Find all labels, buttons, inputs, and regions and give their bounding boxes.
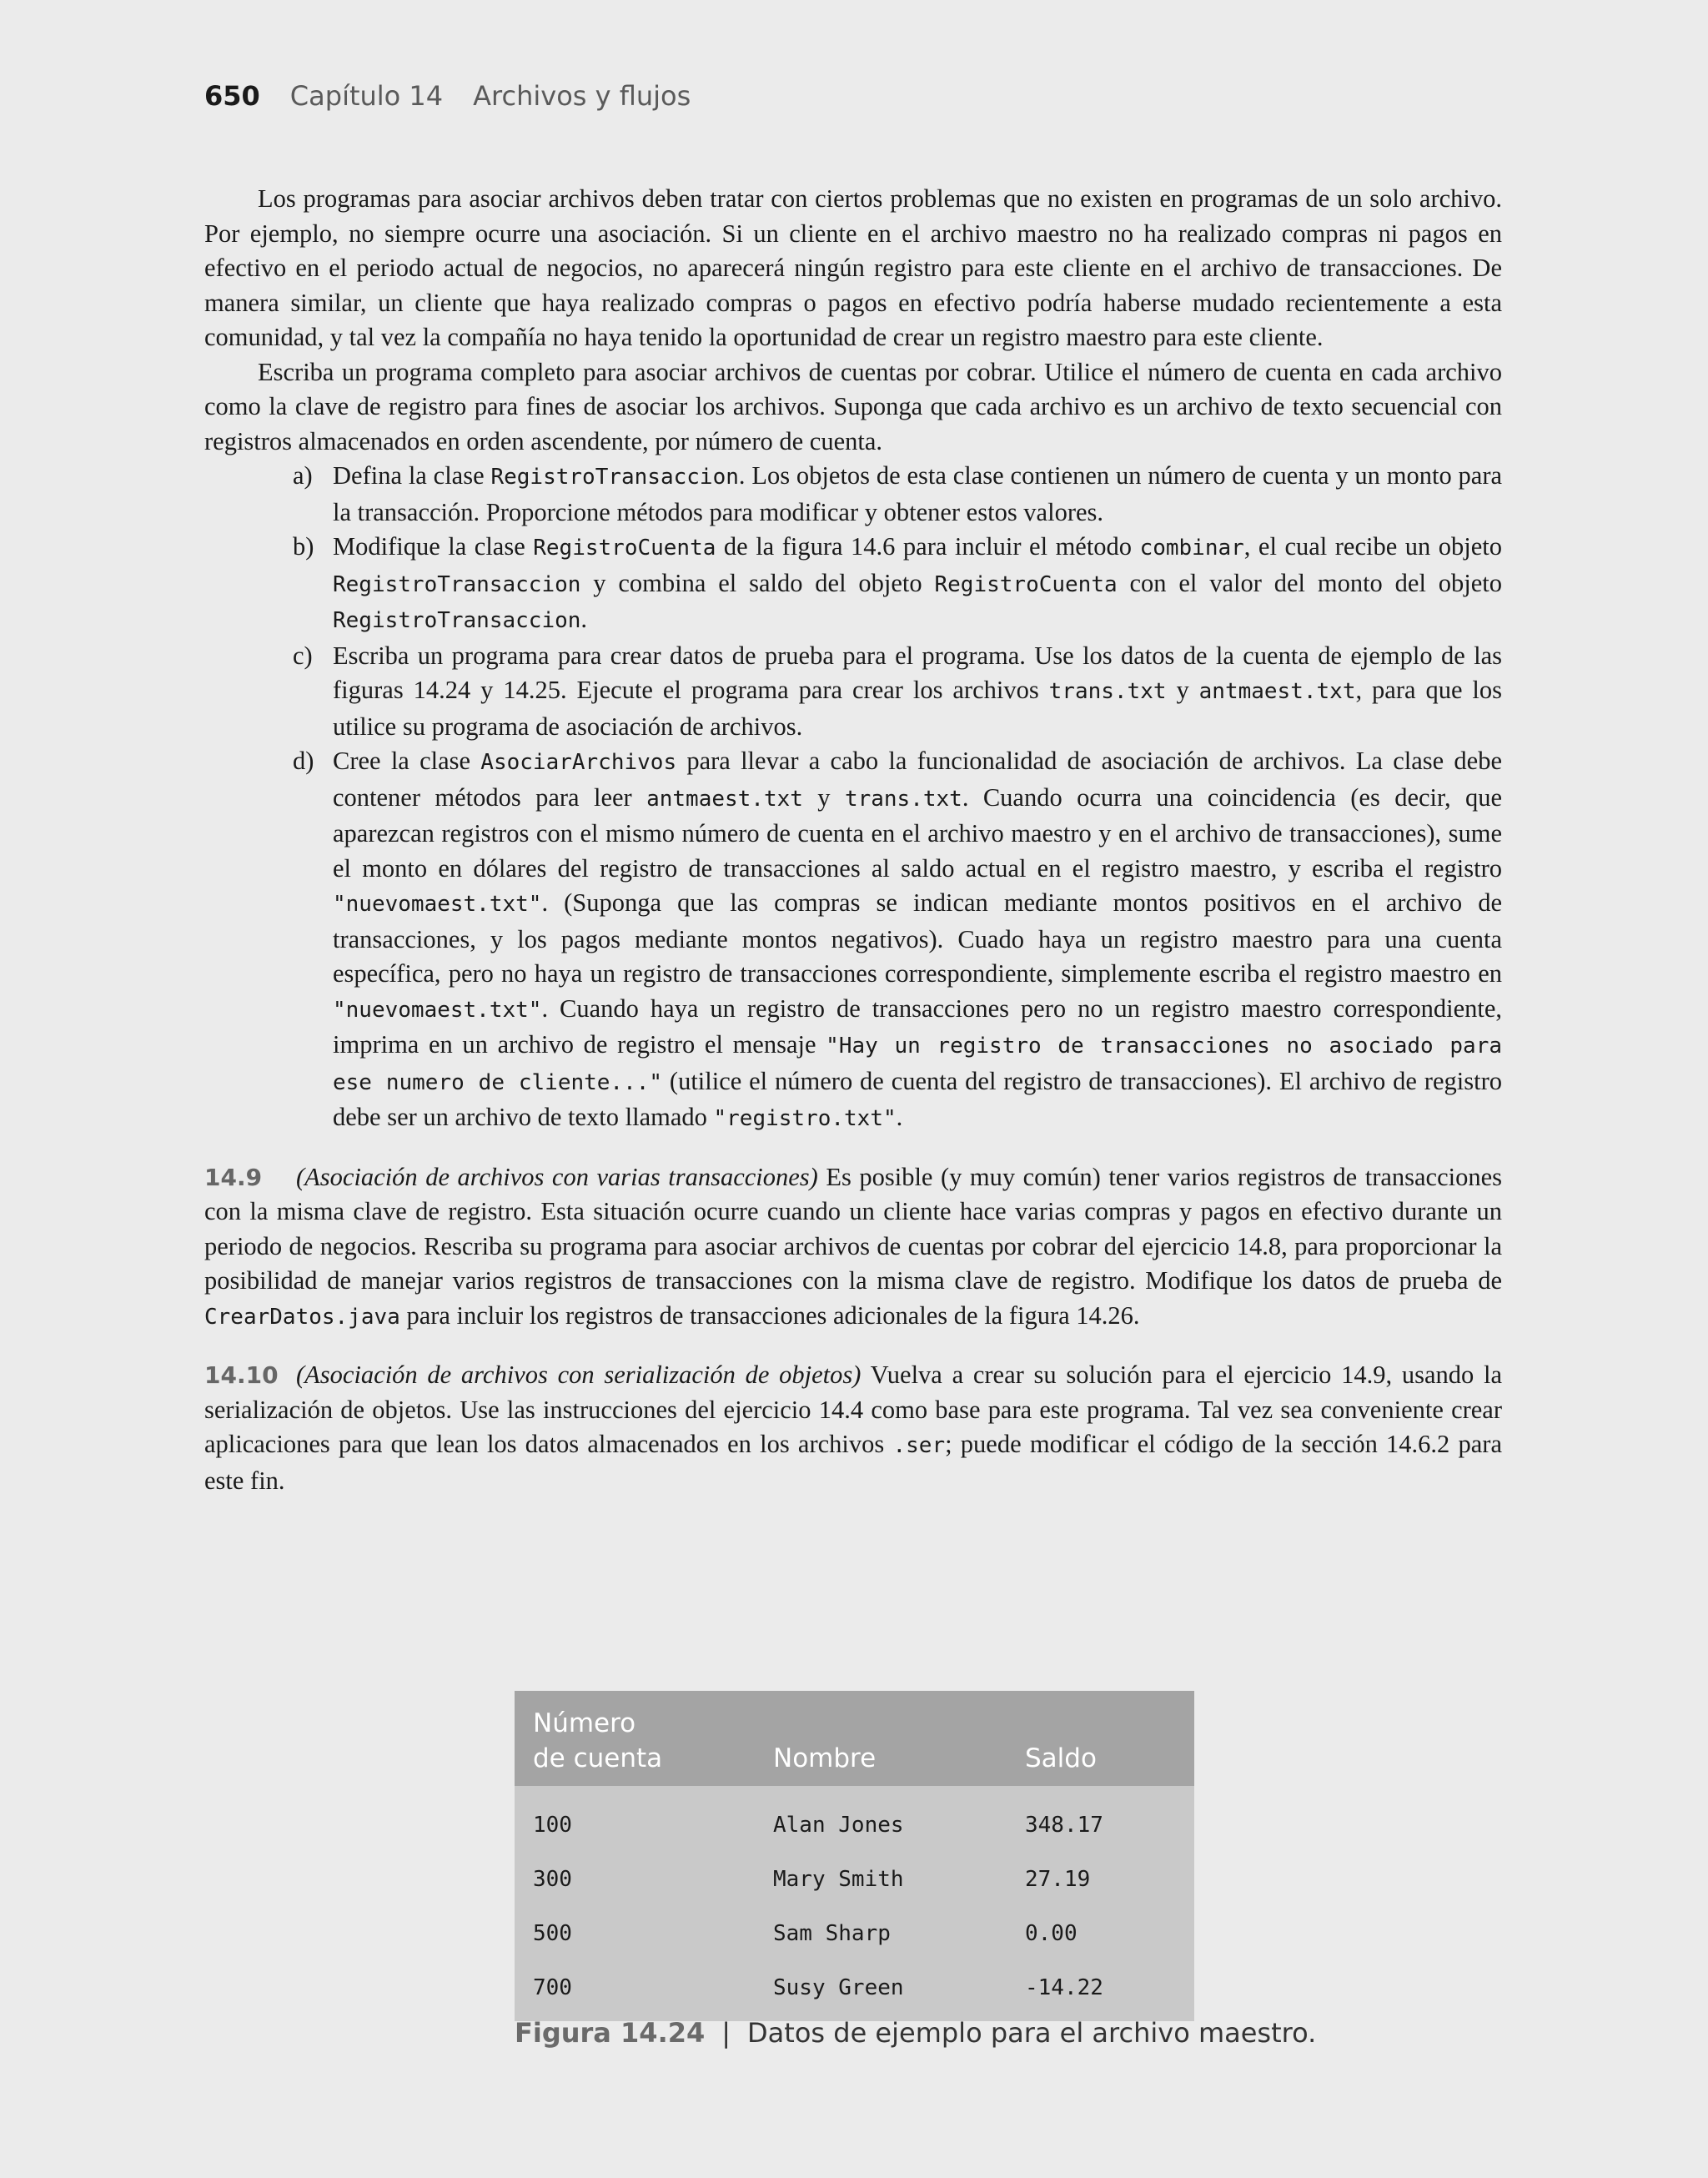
code-text: antmaest.txt: [1198, 679, 1356, 704]
table-row: [515, 1786, 1194, 1852]
item-text: Escriba un programa para crear datos de prueba para el programa. Use los datos de la cuenta de ejemplo de las figuras 14.24 y 14.25. Ejecute el programa para crear los archivos: [333, 641, 1502, 704]
code-text: trans.txt: [844, 786, 962, 812]
item-text: y: [802, 782, 845, 812]
item-text: y: [1166, 676, 1199, 704]
list-marker: a): [293, 461, 313, 490]
page-number: 650: [204, 80, 260, 112]
list-item-a: [204, 459, 1502, 530]
code-text: antmaest.txt: [646, 786, 803, 812]
code-text: RegistroCuenta: [934, 571, 1118, 597]
exercise-14-9: [204, 1160, 1502, 1335]
exercise-number: 14.10: [204, 1361, 279, 1389]
exercise-number: 14.9: [204, 1163, 263, 1191]
item-text: con el valor del monto del objeto: [1117, 568, 1502, 597]
header-text: Número: [533, 1708, 636, 1738]
exercise-subitems: [204, 459, 1502, 1137]
list-item-c: [204, 639, 1502, 745]
caption-separator: |: [721, 2017, 731, 2049]
exercise-title: (Asociación de archivos con varias transacciones): [296, 1162, 818, 1191]
paragraph-matching-problems: Los programas para asociar archivos deben tratar con ciertos problemas que no existen en programas de un solo archivo. Por ejemplo, no siempre ocurre una asociación. Si un cliente en el archivo maestro no ha realizado compras ni pagos en efectivo en el periodo actual de negocios, no aparecerá ningún registro para este cliente en el archivo de transacciones. De manera similar, un cliente que haya realizado compras o pagos en efectivo podría haberse mudado recientemente a esta comunidad, y tal vez la compañía no haya tenido la oportunidad de crear un registro maestro para este cliente.: [204, 184, 1502, 351]
exercise-text: Es posible (y muy común) tener varios registros de transacciones con la misma clave de registro. Esta situación ocurre cuando un cliente hace varias compras y pagos en efectivo durante un periodo de negocios. Rescriba su programa para asociar archivos de cuentas por cobrar del ejercicio 14.8, para proporcionar la posibilidad de manejar varios registros de transacciones con la misma clave de registro. Modifique los datos de prueba de: [204, 1162, 1502, 1295]
cell-balance: 348.17: [1007, 1786, 1194, 1852]
cell-balance: -14.22: [1007, 1960, 1194, 2021]
cell-account: 500: [515, 1906, 755, 1960]
header-text: de cuenta: [533, 1743, 663, 1773]
column-header-balance: Saldo: [1007, 1691, 1194, 1786]
item-text: Cree la clase: [333, 747, 481, 775]
code-text: trans.txt: [1048, 679, 1167, 704]
chapter-label: Capítulo 14: [289, 80, 444, 112]
paragraph-exercise-instructions: Escriba un programa completo para asociar archivos de cuentas por cobrar. Utilice el número de cuenta en cada archivo como la clave de registro para fines de asociar los archivos. Suponga que cada archivo es un archivo de texto secuencial con registros almacenados en orden ascendente, por número de cuenta.: [204, 357, 1502, 455]
list-marker: c): [293, 641, 313, 670]
cell-account: 300: [515, 1852, 755, 1906]
list-item-b: [204, 530, 1502, 639]
body-text: [204, 182, 1502, 1498]
exercise-title: (Asociación de archivos con serialización de objetos): [296, 1361, 862, 1389]
exercise-text: Vuelva a crear su solución para el ejercicio 14.9, usando la serialización de objetos. Use las instrucciones del ejercicio 14.4 como base para este programa. Tal vez sea conveniente crear aplicaciones para que lean los datos almacenados en los archivos: [204, 1361, 1502, 1458]
code-text: .ser: [892, 1433, 946, 1458]
item-text: para llevar a cabo la funcionalidad de asociación de archivos. La clase debe contener métodos para leer: [333, 747, 1502, 812]
column-header-name: Nombre: [755, 1691, 1007, 1786]
item-text: Defina la clase: [333, 461, 491, 490]
code-text: "nuevomaest.txt": [333, 892, 542, 917]
item-text: . Cuando haya un registro de transacciones pero no un registro maestro correspondiente, imprima en un archivo de registro el mensaje: [333, 993, 1502, 1059]
item-text: , el cual recibe un objeto: [1243, 532, 1502, 561]
chapter-title: Archivos y flujos: [473, 80, 691, 112]
item-text: de la figura 14.6 para incluir el método: [716, 532, 1140, 561]
exercise-text: ; puede modificar el código de la sección 14.6.2 para este fin.: [204, 1430, 1502, 1495]
table-row: [515, 1852, 1194, 1906]
caption-text: Datos de ejemplo para el archivo maestro.: [747, 2017, 1317, 2049]
list-item-d: [204, 744, 1502, 1137]
list-marker: d): [293, 747, 314, 775]
master-file-table: [515, 1691, 1194, 2021]
code-text: "Hay un registro de transacciones no asociado para ese numero de cliente...": [333, 1034, 1502, 1095]
code-text: combinar: [1139, 536, 1244, 561]
code-text: AsociarArchivos: [480, 750, 677, 775]
cell-name: Mary Smith: [755, 1852, 1007, 1906]
item-text: (utilice el número de cuenta del registro de transacciones). El archivo de registro debe ser un archivo de texto llamado: [333, 1066, 1502, 1131]
table-row: [515, 1960, 1194, 2021]
code-text: RegistroTransaccion: [490, 465, 739, 490]
cell-balance: 0.00: [1007, 1906, 1194, 1960]
cell-name: Susy Green: [755, 1960, 1007, 2021]
cell-name: Sam Sharp: [755, 1906, 1007, 1960]
code-text: RegistroTransaccion: [333, 608, 581, 633]
cell-balance: 27.19: [1007, 1852, 1194, 1906]
code-text: CrearDatos.java: [204, 1304, 400, 1330]
figure-number: Figura 14.24: [515, 2017, 706, 2049]
item-text: . Los objetos de esta clase contienen un número de cuenta y un monto para la transacción. Proporcione métodos para modificar y obtener estos valores.: [333, 461, 1503, 526]
item-text: .: [580, 605, 588, 633]
table-row: [515, 1906, 1194, 1960]
item-text: Modifique la clase: [333, 532, 534, 561]
cell-name: Alan Jones: [755, 1786, 1007, 1852]
exercise-text: para incluir los registros de transacciones adicionales de la figura 14.26.: [399, 1300, 1140, 1330]
cell-account: 700: [515, 1960, 755, 2021]
code-text: "nuevomaest.txt": [333, 997, 542, 1023]
code-text: "registro.txt": [713, 1106, 897, 1131]
list-marker: b): [293, 532, 314, 561]
cell-account: 100: [515, 1786, 755, 1852]
column-header-account: [515, 1691, 755, 1786]
table-header-row: [515, 1691, 1194, 1786]
figure-caption: [515, 2017, 1316, 2049]
item-text: .: [896, 1103, 903, 1131]
item-text: , para que los utilice su programa de asociación de archivos.: [333, 676, 1502, 741]
item-text: y combina el saldo del objeto: [580, 568, 935, 597]
exercise-14-10: [204, 1358, 1502, 1498]
item-text: . Cuando ocurra una coincidencia (es decir, que aparezcan registros con el mismo número de cuenta en el archivo maestro y en el archivo de transacciones), sume el monto en dólares del registro de transacciones al saldo actual en el registro maestro, y escriba el registro: [333, 782, 1503, 883]
code-text: RegistroTransaccion: [333, 571, 581, 597]
code-text: RegistroCuenta: [533, 536, 716, 561]
item-text: . (Suponga que las compras se indican mediante montos positivos en el archivo de transacciones, y los pagos mediante montos negativos). Cuado haya un registro maestro para una cuenta específica, pero no haya un registro de transacciones correspondiente, simplemente escriba el registro maestro en: [333, 888, 1502, 988]
running-header: [204, 80, 691, 112]
